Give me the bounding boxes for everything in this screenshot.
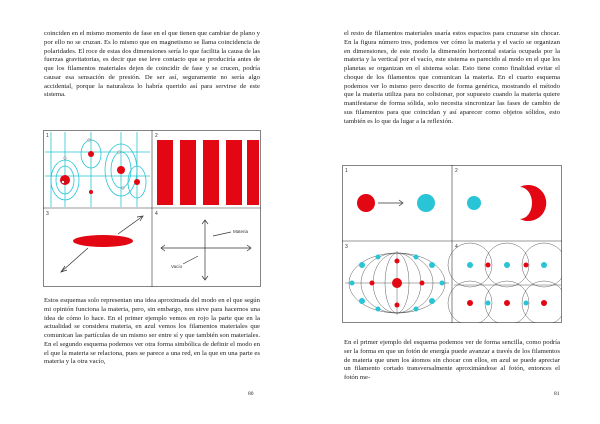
cyan-filament-section [417,194,435,212]
panel-2-crescent [467,185,546,221]
panel-3-ellipse-and-arrows [61,216,143,272]
right-figure [342,165,562,323]
red-photon [357,194,375,212]
panel-number-2: 2 [455,168,458,174]
panel-number-2: 2 [155,133,158,139]
panel-number-3: 3 [46,211,49,217]
right-page-number: 81 [554,391,560,397]
label-materia: Materia [233,229,249,234]
cyan-filaments [45,132,150,207]
cyan-filament-section [467,196,481,210]
left-paragraph-2: Estos esquemas solo representan una idea aproximada del modo en el que según mi opinión funciona la materia, pero, sin embargo, nos sirve para hacernos una idea de cómo lo hace. En el primer ejemplo vemos en rojo la parte que en la actualidad se considera materia, en azul vemos los filamentos materiales que comunican las partículas de un mismo ser entre sí y que también son materiales. En el segundo esquema podemos ver otra forma simbólica de definir el modo en el que la materia se relaciona, pues se parece a una red, en la que en una parte es materia y la otra vacío, [44,297,260,366]
right-page [300,0,600,424]
red-crescent [520,185,546,221]
left-paragraph-1: coinciden en el mismo momento de fase en el que tienen que cambiar de plano y por ello no se cruzan. Es lo mismo que en magnetismo se llama coincidencia de polaridades. El roce de estas dos dimensiones sería lo que facilita la causa de las fuerzas gravitatorias, es decir que ese leve contacto que se produciría antes de que los filamentos materiales dejen de coincidir de fase y se crucen, podría causar esa sensación de presión. De ser así, seguramente no sería algo accidental, porque la naturaleza lo habría querido así para servirse de este sistema. [44,30,260,99]
panel-number-1: 1 [345,168,348,174]
panel-4-nodes [467,262,547,306]
left-page-number: 80 [248,391,254,397]
panel-1-atoms-and-filaments [45,132,150,207]
panel-2-stripes [157,140,259,205]
right-paragraph-1: el resto de filamentos materiales usaría estos espacios para cruzarse sin chocar. En la figura número tres, podemos ver cómo la materia y el vacío se organizan en dimensiones, de este modo la dimensión horizontal estaría ocupada por la materia y la vertical por el vacío, este sistema es parecido al modo en el que los planetas se organizan en el sistema solar. Esto tiene como finalidad evitar el choque de los filamentos que comunican la materia. En el cuarto esquema podemos ver lo mismo pero descrito de forma genérica, mostrando el método que la materia utiliza para no colisionar, por supuesto cuando la materia quiere manifestarse de forma sólida, solo necesita sincronizar las fases de cambio de sus filamentos para que coincidan y así aparecer como objetos sólidos, esto también es lo que da lugar a la reflexión. [344,30,560,125]
panel-number-1: 1 [46,133,49,139]
panel-number-3: 3 [345,244,348,250]
panel-number-4: 4 [455,244,458,250]
panel-1-photon-approach [357,194,435,212]
left-figure [43,130,261,287]
label-vacio: Vacío [171,264,183,269]
panel-4-network [448,243,562,323]
panel-number-4: 4 [155,211,158,217]
right-paragraph-2: En el primer ejemplo del esquema podemos ver de forma sencilla, como podría ser la forma en que un fotón de energía puede avanzar a través de los filamentos de materia que unen los átomos sin chocar con ellos, en azul se puede apreciar un filamento cortado transversalmente aproximándose al fotón, entonces el fotón me- [344,339,560,381]
